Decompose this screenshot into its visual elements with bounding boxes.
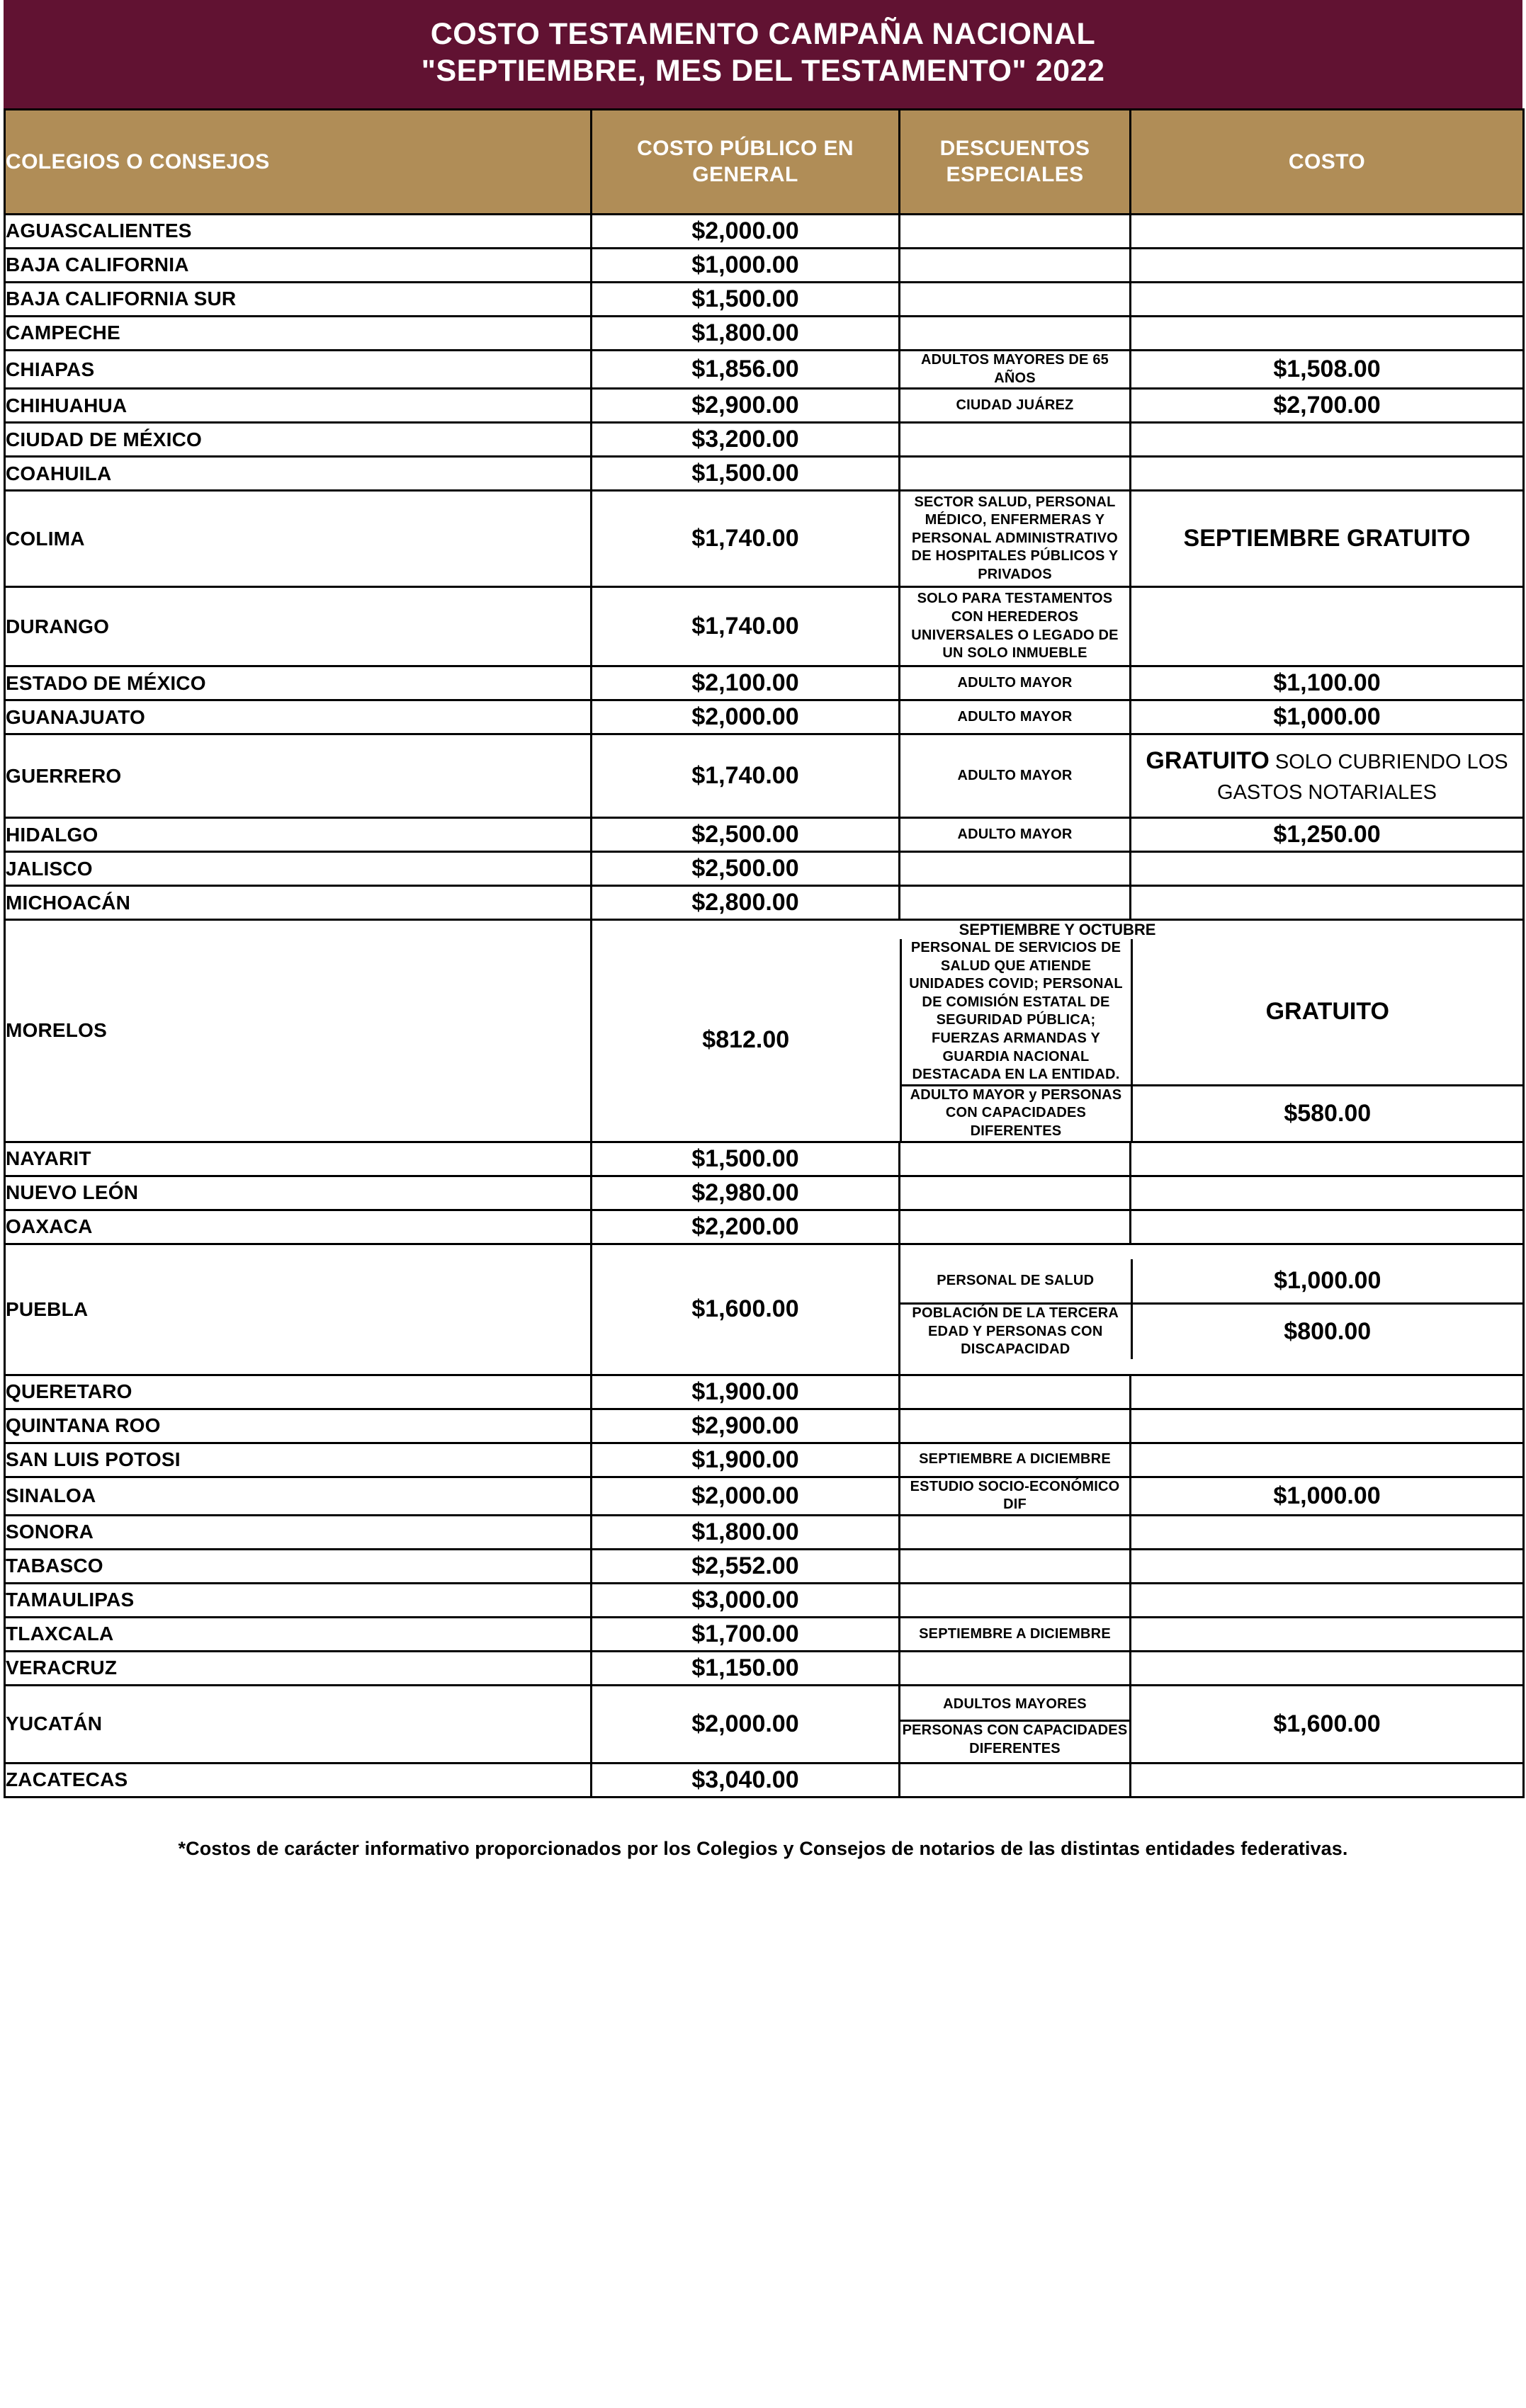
cost: GRATUITO [1131, 939, 1522, 1085]
table-row [5, 491, 1524, 587]
table-row [5, 1409, 1524, 1443]
state-name: SONORA [5, 1515, 592, 1549]
public-cost: $1,800.00 [592, 316, 900, 350]
discount: ADULTO MAYOR y PERSONAS CON CAPACIDADES DIFERENTES [900, 1085, 1131, 1140]
public-cost: $1,900.00 [592, 1443, 900, 1477]
cost [1131, 1763, 1524, 1797]
cost: $2,700.00 [1131, 389, 1524, 423]
discount [900, 1176, 1131, 1210]
state-name: BAJA CALIFORNIA SUR [5, 282, 592, 316]
morelos-subtable [592, 921, 1522, 1141]
cost [1131, 1515, 1524, 1549]
discount: SEPTIEMBRE A DICIEMBRE [900, 1443, 1131, 1477]
state-name: BAJA CALIFORNIA [5, 248, 592, 282]
table-row [5, 886, 1524, 920]
public-cost: $1,900.00 [592, 1375, 900, 1409]
column-header-costo-publico-line2: GENERAL [692, 163, 798, 187]
column-header-costo: COSTO [1131, 109, 1524, 214]
state-name: MORELOS [5, 920, 592, 1142]
yucatan-discount-group [900, 1685, 1131, 1763]
public-cost: $2,000.00 [592, 1685, 900, 1763]
table-row [5, 587, 1524, 666]
cost [1131, 1210, 1524, 1244]
discount: ADULTOS MAYORES [900, 1690, 1129, 1721]
cost [1131, 1142, 1524, 1176]
cost: $1,250.00 [1131, 818, 1524, 852]
discount [900, 1583, 1131, 1617]
public-cost: $2,000.00 [592, 214, 900, 248]
cost: $1,000.00 [1131, 1477, 1524, 1515]
table-row [5, 1617, 1524, 1651]
state-name: CIUDAD DE MÉXICO [5, 423, 592, 457]
table-row-yucatan [5, 1685, 1524, 1763]
state-name: ZACATECAS [5, 1763, 592, 1797]
morelos-subrow-1 [592, 939, 1522, 1085]
cost [1131, 1375, 1524, 1409]
discount [900, 316, 1131, 350]
puebla-subtable [900, 1259, 1522, 1358]
state-name: NUEVO LEÓN [5, 1176, 592, 1210]
table-row [5, 1375, 1524, 1409]
state-name: CAMPECHE [5, 316, 592, 350]
public-cost: $2,100.00 [592, 666, 900, 700]
public-cost: $1,856.00 [592, 350, 900, 388]
cost [1131, 214, 1524, 248]
table-row [5, 666, 1524, 700]
morelos-span-header-row [592, 921, 1522, 939]
costs-table [4, 108, 1525, 1798]
discount: POBLACIÓN DE LA TERCERA EDAD Y PERSONAS CON DISCAPACIDAD [900, 1303, 1131, 1358]
state-name: OAXACA [5, 1210, 592, 1244]
discount: ADULTO MAYOR [900, 818, 1131, 852]
public-cost: $2,500.00 [592, 852, 900, 886]
puebla-subrow-1 [900, 1259, 1522, 1303]
yucatan-subtable [900, 1690, 1129, 1759]
cost [1131, 457, 1524, 491]
public-cost: $2,500.00 [592, 818, 900, 852]
public-cost: $2,900.00 [592, 1409, 900, 1443]
discount: ADULTO MAYOR [900, 734, 1131, 818]
discount: PERSONAL DE SERVICIOS DE SALUD QUE ATIENDE UNIDADES COVID; PERSONAL DE COMISIÓN ESTATAL DE SEGURIDAD PÚBLICA; FUERZAS ARMANDAS Y GUARDIA NACIONAL DESTACADA EN LA ENTIDAD. [900, 939, 1131, 1085]
table-row [5, 1443, 1524, 1477]
table-row [5, 316, 1524, 350]
yucatan-subrow-1 [900, 1690, 1129, 1721]
footnote: *Costos de carácter informativo proporcionados por los Colegios y Consejos de notarios de las distintas entidades federativas. [178, 1837, 1348, 1859]
table-row-morelos [5, 920, 1524, 1142]
discount: ADULTOS MAYORES DE 65 AÑOS [900, 350, 1131, 388]
puebla-subrow-2 [900, 1303, 1522, 1358]
public-cost: $3,040.00 [592, 1763, 900, 1797]
state-name: QUERETARO [5, 1375, 592, 1409]
table-row [5, 1515, 1524, 1549]
public-cost: $1,800.00 [592, 1515, 900, 1549]
state-name: CHIHUAHUA [5, 389, 592, 423]
table-row [5, 1651, 1524, 1685]
table-row [5, 1583, 1524, 1617]
cost [1131, 1409, 1524, 1443]
cost [1131, 248, 1524, 282]
public-cost: $2,000.00 [592, 700, 900, 734]
state-name: NAYARIT [5, 1142, 592, 1176]
discount [900, 886, 1131, 920]
cost [1131, 316, 1524, 350]
public-cost: $2,200.00 [592, 1210, 900, 1244]
state-name: COAHUILA [5, 457, 592, 491]
cost: $1,508.00 [1131, 350, 1524, 388]
cost: $580.00 [1284, 1099, 1372, 1127]
cost [1131, 1176, 1524, 1210]
cost [1131, 423, 1524, 457]
cost: $1,000.00 [1131, 700, 1524, 734]
public-cost: $1,740.00 [592, 491, 900, 587]
title-line-2: "SEPTIEMBRE, MES DEL TESTAMENTO" 2022 [421, 54, 1105, 89]
table-row [5, 282, 1524, 316]
state-name: TABASCO [5, 1549, 592, 1583]
state-name: DURANGO [5, 587, 592, 666]
discount: SEPTIEMBRE A DICIEMBRE [900, 1617, 1131, 1651]
discount: CIUDAD JUÁREZ [900, 389, 1131, 423]
public-cost: $2,980.00 [592, 1176, 900, 1210]
cost [1131, 1549, 1524, 1583]
public-cost: $1,600.00 [592, 1244, 900, 1375]
discount: SOLO PARA TESTAMENTOS CON HEREDEROS UNIVERSALES O LEGADO DE UN SOLO INMUEBLE [900, 587, 1131, 666]
state-name: ESTADO DE MÉXICO [5, 666, 592, 700]
discount [900, 1210, 1131, 1244]
public-cost: $1,740.00 [592, 587, 900, 666]
cost-note: SOLO CUBRIENDO LOS GASTOS NOTARIALES [1217, 751, 1508, 804]
column-header-descuentos-line2: ESPECIALES [946, 163, 1084, 187]
cost [1131, 1651, 1524, 1685]
public-cost: $2,000.00 [592, 1477, 900, 1515]
state-name: QUINTANA ROO [5, 1409, 592, 1443]
table-row [5, 248, 1524, 282]
public-cost: $3,000.00 [592, 1583, 900, 1617]
cost: $1,000.00 [1131, 1259, 1522, 1303]
public-cost: $1,740.00 [592, 734, 900, 818]
table-row [5, 1142, 1524, 1176]
table-row [5, 389, 1524, 423]
discount [900, 852, 1131, 886]
table-body [5, 214, 1524, 1797]
discount [900, 457, 1131, 491]
cost [1131, 886, 1524, 920]
table-row [5, 852, 1524, 886]
public-cost: $3,200.00 [592, 423, 900, 457]
cost-highlight: GRATUITO [1146, 747, 1270, 775]
discount: PERSONAS CON CAPACIDADES DIFERENTES [902, 1722, 1128, 1757]
state-name: GUERRERO [5, 734, 592, 818]
state-name: MICHOACÁN [5, 886, 592, 920]
state-name: JALISCO [5, 852, 592, 886]
discount: PERSONAL DE SALUD [900, 1259, 1131, 1303]
puebla-group-cell [900, 1244, 1524, 1375]
cost: $1,100.00 [1131, 666, 1524, 700]
state-name: VERACRUZ [5, 1651, 592, 1685]
discount [900, 248, 1131, 282]
yucatan-subrow-2 [900, 1721, 1129, 1759]
table-row [5, 457, 1524, 491]
column-header-colegios: COLEGIOS O CONSEJOS [5, 109, 592, 214]
title-banner [4, 0, 1522, 108]
column-header-costo-publico [592, 109, 900, 214]
public-cost: $1,150.00 [592, 1651, 900, 1685]
cost [1131, 282, 1524, 316]
state-name: GUANAJUATO [5, 700, 592, 734]
state-name: CHIAPAS [5, 350, 592, 388]
state-name: HIDALGO [5, 818, 592, 852]
discount: SECTOR SALUD, PERSONAL MÉDICO, ENFERMERAS Y PERSONAL ADMINISTRATIVO DE HOSPITALES PÚBLICOS Y PRIVADOS [900, 491, 1131, 587]
public-cost: $1,700.00 [592, 1617, 900, 1651]
discount: ESTUDIO SOCIO-ECONÓMICO DIF [900, 1477, 1131, 1515]
discount [900, 1142, 1131, 1176]
column-header-costo-publico-line1: COSTO PÚBLICO EN [637, 136, 854, 160]
cost: SEPTIEMBRE GRATUITO [1131, 491, 1524, 587]
table-row-puebla [5, 1244, 1524, 1375]
public-cost: $1,500.00 [592, 1142, 900, 1176]
discount [900, 1375, 1131, 1409]
morelos-span-header: SEPTIEMBRE Y OCTUBRE [959, 921, 1156, 939]
table-row [5, 700, 1524, 734]
discount [900, 423, 1131, 457]
cost [1131, 587, 1524, 666]
state-name: TLAXCALA [5, 1617, 592, 1651]
table-row [5, 1176, 1524, 1210]
public-cost: $2,800.00 [592, 886, 900, 920]
public-cost: $812.00 [592, 939, 900, 1141]
cost [1131, 852, 1524, 886]
discount [900, 1651, 1131, 1685]
discount: ADULTO MAYOR [900, 666, 1131, 700]
discount [900, 282, 1131, 316]
cost [1131, 1443, 1524, 1477]
public-cost: $1,500.00 [592, 282, 900, 316]
column-header-descuentos [900, 109, 1131, 214]
discount: ADULTO MAYOR [900, 700, 1131, 734]
discount [900, 1763, 1131, 1797]
table-head [5, 109, 1524, 214]
discount [900, 1549, 1131, 1583]
public-cost: $1,000.00 [592, 248, 900, 282]
state-name: COLIMA [5, 491, 592, 587]
title-line-1: COSTO TESTAMENTO CAMPAÑA NACIONAL [430, 17, 1096, 51]
state-name: SINALOA [5, 1477, 592, 1515]
discount [900, 1515, 1131, 1549]
column-header-descuentos-line1: DESCUENTOS [939, 136, 1090, 160]
table-row [5, 350, 1524, 388]
table-row [5, 214, 1524, 248]
state-name: SAN LUIS POTOSI [5, 1443, 592, 1477]
cost: $800.00 [1284, 1318, 1372, 1346]
discount [900, 214, 1131, 248]
public-cost: $2,552.00 [592, 1549, 900, 1583]
cost [1131, 1583, 1524, 1617]
public-cost: $2,900.00 [592, 389, 900, 423]
discount [900, 1409, 1131, 1443]
table-header-row [5, 109, 1524, 214]
table-row [5, 818, 1524, 852]
state-name: YUCATÁN [5, 1685, 592, 1763]
state-name: TAMAULIPAS [5, 1583, 592, 1617]
table-row [5, 1477, 1524, 1515]
public-cost: $1,500.00 [592, 457, 900, 491]
morelos-group-cell [592, 920, 1524, 1142]
table-row [5, 1763, 1524, 1797]
cost [1131, 734, 1524, 818]
cost: $1,600.00 [1131, 1685, 1524, 1763]
state-name: PUEBLA [5, 1244, 592, 1375]
cost [1131, 1617, 1524, 1651]
table-row [5, 1549, 1524, 1583]
state-name: AGUASCALIENTES [5, 214, 592, 248]
table-row [5, 1210, 1524, 1244]
table-row [5, 734, 1524, 818]
table-row [5, 423, 1524, 457]
